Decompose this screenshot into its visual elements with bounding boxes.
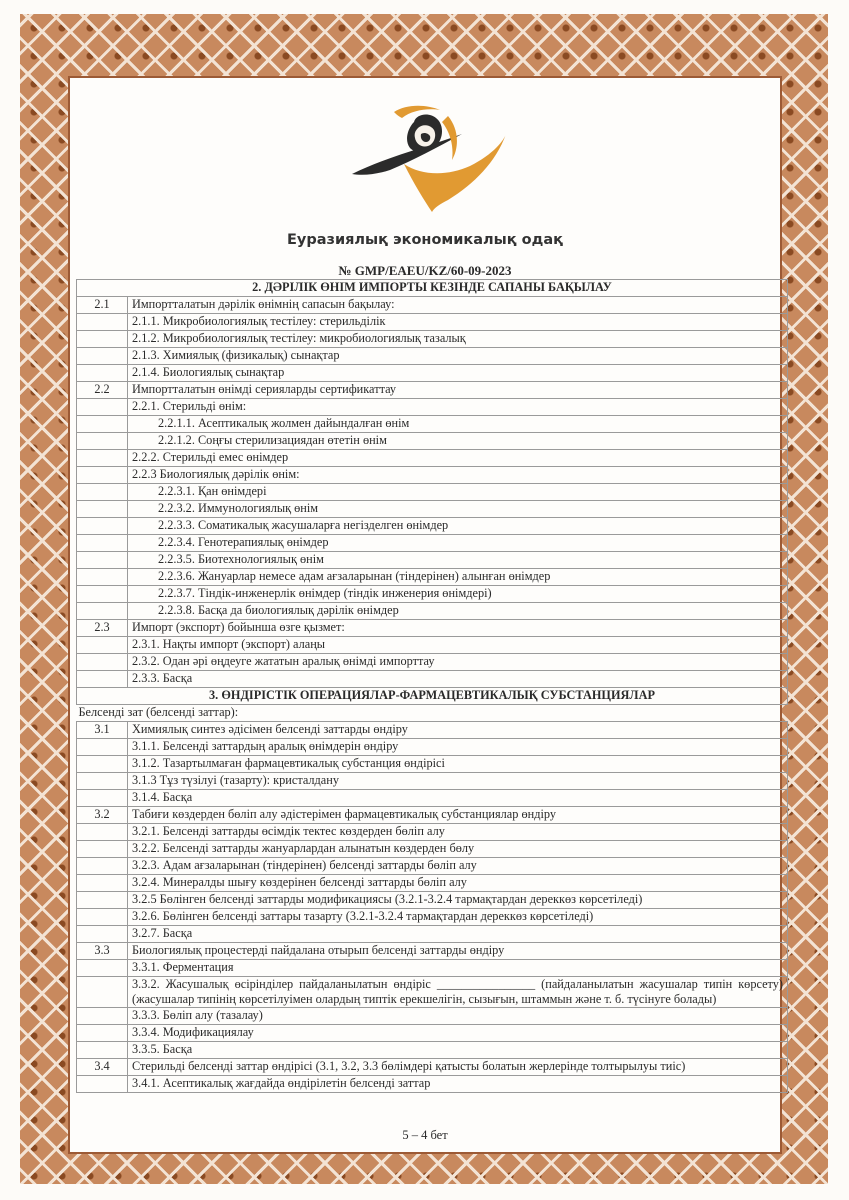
row-number	[77, 416, 128, 433]
table-row	[77, 1076, 788, 1093]
row-number	[77, 841, 128, 858]
row-number	[77, 909, 128, 926]
row-text: 3.3.4. Модификациялау	[128, 1025, 788, 1042]
table-row	[77, 875, 788, 892]
row-text: 3.1.1. Белсенді заттардың аралық өнімдерін өндіру	[128, 739, 788, 756]
table-row	[77, 501, 788, 518]
row-text: 3.1.4. Басқа	[128, 790, 788, 807]
section-title: 3. ӨНДІРІСТІК ОПЕРАЦИЯЛАР-ФАРМАЦЕВТИКАЛЫҚ СУБСТАНЦИЯЛАР	[77, 688, 788, 705]
table-row	[77, 484, 788, 501]
row-text: 3.2.5 Бөлінген белсенді заттарды модификациясы (3.2.1-3.2.4 тармақтардан дереккөз көрсетіледі)	[128, 892, 788, 909]
row-number	[77, 1008, 128, 1025]
row-number	[77, 586, 128, 603]
row-text: 2.3.3. Басқа	[128, 671, 788, 688]
row-text: 2.2.3.8. Басқа да биологиялық дәрілік өнімдер	[128, 603, 788, 620]
row-text: 2.1.2. Микробиологиялық тестілеу: микробиологиялық тазалық	[128, 331, 788, 348]
table-row	[77, 348, 788, 365]
row-text: 2.2.1. Стерильді өнім:	[128, 399, 788, 416]
row-text: 2.3.2. Одан әрі өңдеуге жататын аралық өнімді импорттау	[128, 654, 788, 671]
row-text: 2.2.3.1. Қан өнімдері	[128, 484, 788, 501]
row-text: 2.3.1. Нақты импорт (экспорт) алаңы	[128, 637, 788, 654]
row-number	[77, 450, 128, 467]
row-number	[77, 365, 128, 382]
row-number	[77, 977, 128, 1008]
row-number	[77, 348, 128, 365]
row-number	[77, 314, 128, 331]
eaeu-emblem-icon	[344, 104, 509, 216]
row-number	[77, 569, 128, 586]
row-text: Импортталатын өнімді серияларды сертификаттау	[128, 382, 788, 399]
row-number	[77, 960, 128, 977]
table-row	[77, 739, 788, 756]
table-row	[77, 586, 788, 603]
row-text: Стерильді белсенді заттар өндірісі (3.1, 3.2, 3.3 бөлімдері қатысты болатын жерлерінде толтырылуы тиіс)	[128, 1059, 788, 1076]
table-row	[77, 620, 788, 637]
section-intro-row	[77, 705, 788, 722]
table-row	[77, 467, 788, 484]
row-text: 3.1.3 Тұз түзілуі (тазарту): кристалдану	[128, 773, 788, 790]
table-row	[77, 569, 788, 586]
row-text: 2.2.1.2. Соңғы стерилизациядан өтетін өнім	[128, 433, 788, 450]
row-number	[77, 790, 128, 807]
row-text: 2.2.3.4. Генотерапиялық өнімдер	[128, 535, 788, 552]
row-number	[77, 484, 128, 501]
activities-table	[76, 279, 788, 1093]
row-number	[77, 518, 128, 535]
row-number	[77, 824, 128, 841]
row-number	[77, 433, 128, 450]
table-row	[77, 314, 788, 331]
row-text: 3.2.4. Минералды шығу көздерінен белсенді заттарды бөліп алу	[128, 875, 788, 892]
row-number	[77, 535, 128, 552]
row-text: 2.2.3.2. Иммунологиялық өнім	[128, 501, 788, 518]
row-text: 3.3.1. Ферментация	[128, 960, 788, 977]
row-number	[77, 1042, 128, 1059]
row-number	[77, 739, 128, 756]
row-text: 3.3.5. Басқа	[128, 1042, 788, 1059]
row-text: 2.2.3.3. Соматикалық жасушаларға негізделген өнімдер	[128, 518, 788, 535]
table-row	[77, 365, 788, 382]
table-row	[77, 977, 788, 1008]
table-row	[77, 756, 788, 773]
row-text: 3.1.2. Тазартылмаған фармацевтикалық субстанция өндірісі	[128, 756, 788, 773]
row-number	[77, 671, 128, 688]
table-row	[77, 909, 788, 926]
row-text: Биологиялық процестерді пайдалана отырып белсенді заттарды өндіру	[128, 943, 788, 960]
table-row	[77, 960, 788, 977]
table-row	[77, 637, 788, 654]
table-row	[77, 671, 788, 688]
table-row	[77, 1025, 788, 1042]
table-row	[77, 433, 788, 450]
row-text: Химиялық синтез әдісімен белсенді заттарды өндіру	[128, 722, 788, 739]
table-row	[77, 552, 788, 569]
row-number	[77, 637, 128, 654]
row-number	[77, 756, 128, 773]
page-number: 5 – 4 бет	[402, 1128, 448, 1142]
row-number: 2.2	[77, 382, 128, 399]
row-number	[77, 331, 128, 348]
table-row	[77, 943, 788, 960]
row-number	[77, 467, 128, 484]
row-text: Табиғи көздерден бөліп алу әдістерімен фармацевтикалық субстанциялар өндіру	[128, 807, 788, 824]
row-number: 3.4	[77, 1059, 128, 1076]
row-text: 2.2.3.6. Жануарлар немесе адам ағзаларынан (тіндерінен) алынған өнімдер	[128, 569, 788, 586]
table-row	[77, 535, 788, 552]
row-text: 3.2.7. Басқа	[128, 926, 788, 943]
row-number: 3.2	[77, 807, 128, 824]
row-number	[77, 552, 128, 569]
row-number: 3.1	[77, 722, 128, 739]
row-text: 3.2.3. Адам ағзаларынан (тіндерінен) белсенді заттарды бөліп алу	[128, 858, 788, 875]
row-text: 3.3.3. Бөліп алу (тазалау)	[128, 1008, 788, 1025]
row-text: Импорт (экспорт) бойынша өзге қызмет:	[128, 620, 788, 637]
table-row	[77, 399, 788, 416]
row-text: 2.2.3.7. Тіндік-инженерлік өнімдер (тіндік инженерия өнімдері)	[128, 586, 788, 603]
table-row	[77, 1042, 788, 1059]
row-number: 2.1	[77, 297, 128, 314]
row-number	[77, 1076, 128, 1093]
row-number	[77, 875, 128, 892]
row-number: 3.3	[77, 943, 128, 960]
table-row	[77, 841, 788, 858]
table-row	[77, 926, 788, 943]
row-number	[77, 603, 128, 620]
row-number	[77, 773, 128, 790]
row-text: 3.2.1. Белсенді заттарды өсімдік тектес көздерден бөліп алу	[128, 824, 788, 841]
table-row	[77, 824, 788, 841]
table-row	[77, 858, 788, 875]
table-row	[77, 773, 788, 790]
row-text: 2.2.2. Стерильді емес өнімдер	[128, 450, 788, 467]
row-text: 2.2.3 Биологиялық дәрілік өнім:	[128, 467, 788, 484]
table-row	[77, 654, 788, 671]
table-row	[77, 807, 788, 824]
table-row	[77, 1008, 788, 1025]
row-number	[77, 399, 128, 416]
table-row	[77, 450, 788, 467]
row-text: 2.1.3. Химиялық (физикалық) сынақтар	[128, 348, 788, 365]
section-header	[77, 688, 788, 705]
row-text: 3.2.6. Бөлінген белсенді заттары тазарту (3.2.1-3.2.4 тармақтардан дереккөз көрсетіледі)	[128, 909, 788, 926]
row-text: 3.4.1. Асептикалық жағдайда өндірілетін белсенді заттар	[128, 1076, 788, 1093]
section-title: 2. ДӘРІЛІК ӨНІМ ИМПОРТЫ КЕЗІНДЕ САПАНЫ БАҚЫЛАУ	[77, 280, 788, 297]
certificate-number: № GMP/EAEU/KZ/60-09-2023	[338, 263, 512, 278]
row-text: 2.2.1.1. Асептикалық жолмен дайындалған өнім	[128, 416, 788, 433]
row-text: Импортталатын дәрілік өнімнің сапасын бақылау:	[128, 297, 788, 314]
row-text: 2.1.1. Микробиологиялық тестілеу: стерильділік	[128, 314, 788, 331]
row-number	[77, 892, 128, 909]
row-text: 3.2.2. Белсенді заттарды жануарлардан алынатын көздерден бөлу	[128, 841, 788, 858]
table-row	[77, 331, 788, 348]
table-row	[77, 518, 788, 535]
section-intro: Белсенді зат (белсенді заттар):	[77, 705, 788, 722]
organization-name: Еуразиялық экономикалық одақ	[287, 232, 563, 248]
table-row	[77, 297, 788, 314]
table-row	[77, 603, 788, 620]
row-number: 2.3	[77, 620, 128, 637]
section-header	[77, 280, 788, 297]
row-text: 3.3.2. Жасушалық өсірінділер пайдаланылатын өндіріс ________________ (пайдаланылатын жасушалар типін көрсету) (жасушалар типінің көрсетілуімен олардың типтік ерекшелігін, сызығын, штаммын және т. б. түсінуге болады)	[128, 977, 788, 1008]
row-number	[77, 654, 128, 671]
row-text: 2.2.3.5. Биотехнологиялық өнім	[128, 552, 788, 569]
table-row	[77, 892, 788, 909]
table-row	[77, 1059, 788, 1076]
table-row	[77, 416, 788, 433]
row-number	[77, 1025, 128, 1042]
row-text: 2.1.4. Биологиялық сынақтар	[128, 365, 788, 382]
row-number	[77, 858, 128, 875]
row-number	[77, 501, 128, 518]
table-row	[77, 722, 788, 739]
table-row	[77, 382, 788, 399]
row-number	[77, 926, 128, 943]
table-row	[77, 790, 788, 807]
